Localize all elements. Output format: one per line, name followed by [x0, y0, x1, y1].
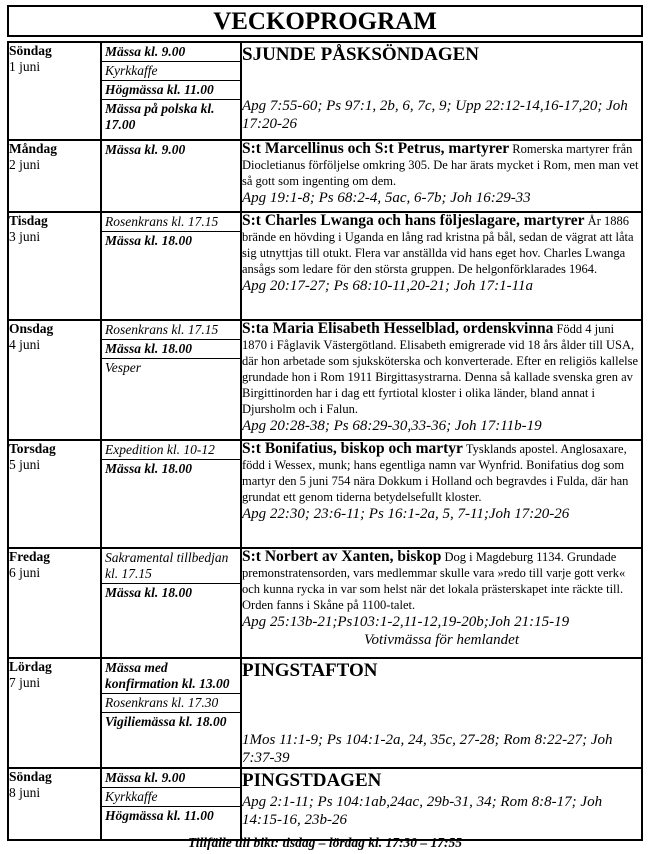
- readings: Apg 20:28-38; Ps 68:29-30,33-36; Joh 17:11b-19: [242, 418, 542, 434]
- feast-cell: [241, 140, 642, 212]
- services-cell: [101, 320, 241, 440]
- service-item: Kyrkkaffe: [102, 788, 240, 807]
- day-cell: [8, 548, 101, 658]
- service-item: Rosenkrans kl. 17.30: [102, 694, 240, 713]
- day-name: Måndag: [9, 141, 58, 156]
- day-name: Torsdag: [9, 441, 56, 456]
- service-item: Sakramental tillbedjan kl. 17.15: [102, 549, 240, 584]
- services-cell: [101, 212, 241, 320]
- confession-note: Tillfälle till bikt: tisdag – lördag kl. 17:30 – 17:55: [188, 835, 462, 850]
- service-item: Mässa på polska kl. 17.00: [105, 101, 215, 132]
- day-name: Söndag: [9, 43, 52, 58]
- day-date: 2 juni: [9, 157, 41, 172]
- feast-cell: [241, 212, 642, 320]
- day-date: 6 juni: [9, 565, 41, 580]
- day-cell: [8, 320, 101, 440]
- day-date: 8 juni: [9, 785, 41, 800]
- day-row: [8, 140, 642, 212]
- day-row: [8, 548, 642, 658]
- services-cell: [101, 440, 241, 548]
- service-item: Mässa kl. 18.00: [105, 461, 193, 476]
- day-date: 4 juni: [9, 337, 41, 352]
- readings: Apg 7:55-60; Ps 97:1, 2b, 6, 7c, 9; Upp 22:12-14,16-17,20; Joh 17:20-26: [242, 98, 628, 132]
- service-item: Vesper: [105, 360, 141, 375]
- feast-name: S:t Bonifatius, biskop och martyr: [242, 440, 463, 457]
- day-row: [8, 768, 642, 840]
- feast-cell: [241, 548, 642, 658]
- feast-cell: [241, 768, 642, 840]
- feast-description: Romerska martyrer från Diocletianus förföljelse omkring 305. De har ärats mycket i Rom, men man vet så gott som ingenting om dem.: [242, 142, 639, 188]
- service-item: Högmässa kl. 11.00: [105, 808, 214, 823]
- day-cell: [8, 42, 101, 140]
- feast-name: SJUNDE PÅSKSÖNDAGEN: [242, 44, 480, 65]
- services-cell: [101, 140, 241, 212]
- readings: 1Mos 11:1-9; Ps 104:1-2a, 24, 35c, 27-28; Rom 8:22-27; Joh 7:37-39: [242, 732, 613, 766]
- services-cell: [101, 768, 241, 840]
- service-item: Rosenkrans kl. 17.15: [102, 213, 240, 232]
- day-cell: [8, 768, 101, 840]
- feast-cell: [241, 440, 642, 548]
- feast-cell: [241, 42, 642, 140]
- page-title: VECKOPROGRAM: [7, 5, 643, 37]
- feast-description: Dog i Magdeburg 1134. Grundade premonstratensorden, vars medlemmar skulle vara »redo till varje gott verk« och kunna rycka in var som helst när det lokala prästerskapet inte räckte till. Orden fanns i Skåne på 1100-talet.: [242, 550, 626, 612]
- service-item: Rosenkrans kl. 17.15: [102, 321, 240, 340]
- services-cell: [101, 548, 241, 658]
- day-row: [8, 440, 642, 548]
- week-program-table: [7, 41, 643, 841]
- feast-name: S:t Charles Lwanga och hans följeslagare, martyrer: [242, 212, 585, 229]
- service-item: Mässa med konfirmation kl. 13.00: [102, 659, 240, 694]
- day-row: [8, 320, 642, 440]
- service-item: Mässa kl. 18.00: [105, 585, 193, 600]
- feast-name: PINGSTAFTON: [242, 660, 378, 681]
- feast-name: S:ta Maria Elisabeth Hesselblad, ordenskvinna: [242, 320, 554, 337]
- day-date: 1 juni: [9, 59, 41, 74]
- day-cell: [8, 212, 101, 320]
- feast-cell: [241, 320, 642, 440]
- feast-description: Tysklands apostel. Anglosaxare, född i Wessex, munk; hans egentliga namn var Wynfrid. Bonifatius dog som martyr den 5 juni 754 nära Dokkum i Holland och begravdes i Fulda, där han grundat ett genom tiderna betydelsefullt kloster.: [242, 442, 629, 504]
- service-item: Mässa kl. 18.00: [105, 233, 193, 248]
- services-cell: [101, 42, 241, 140]
- day-name: Tisdag: [9, 213, 48, 228]
- readings: Apg 20:17-27; Ps 68:10-11,20-21; Joh 17:1-11a: [242, 278, 534, 294]
- day-row: [8, 42, 642, 140]
- service-item: Mässa kl. 9.00: [105, 142, 186, 157]
- feast-description: Född 4 juni 1870 i Fåglavik Västergötland. Elisabeth emigrerade vid 18 års ålder till USA, där hon arbetade som sjuksköterska och konverterade. Efter en religiös kallelse grundade hon i Rom 1911 Birgittasystrarna. Denna så kallade svenska gren av Birgittinorden har i dag ett fyrtiotal kloster i olika länder, bland annat i Djursholm och i Falun.: [242, 322, 639, 416]
- day-name: Söndag: [9, 769, 52, 784]
- service-item: Kyrkkaffe: [102, 62, 240, 81]
- day-name: Fredag: [9, 549, 50, 564]
- day-name: Onsdag: [9, 321, 54, 336]
- readings: Apg 2:1-11; Ps 104:1ab,24ac, 29b-31, 34; Rom 8:8-17; Joh 14:15-16, 23b-26: [242, 794, 603, 828]
- day-cell: [8, 658, 101, 768]
- day-cell: [8, 140, 101, 212]
- day-date: 7 juni: [9, 675, 41, 690]
- day-name: Lördag: [9, 659, 52, 674]
- feast-name: S:t Norbert av Xanten, biskop: [242, 548, 442, 565]
- service-item: Mässa kl. 9.00: [102, 43, 240, 62]
- day-row: [8, 658, 642, 768]
- feast-name: S:t Marcellinus och S:t Petrus, martyrer: [242, 140, 510, 157]
- service-item: Vigiliemässa kl. 18.00: [105, 714, 227, 729]
- feast-cell: [241, 658, 642, 768]
- day-row: [8, 212, 642, 320]
- readings: Apg 22:30; 23:6-11; Ps 16:1-2a, 5, 7-11;Joh 17:20-26: [242, 506, 570, 522]
- readings: Apg 25:13b-21;Ps103:1-2,11-12,19-20b;Joh 21:15-19: [242, 614, 570, 630]
- service-item: Expedition kl. 10-12: [102, 441, 240, 460]
- day-cell: [8, 440, 101, 548]
- service-item: Mässa kl. 9.00: [102, 769, 240, 788]
- services-cell: [101, 658, 241, 768]
- feast-description: År 1886 brände en hövding i Uganda en lång rad kristna på bål, sedan de vägrat att låta sig utnyttjas till otukt. Flera var anställda vid hans eget hov. Charles Lwanga ansågs som ledare för den största gruppen. De helgonförklarades 1964.: [242, 214, 634, 276]
- feast-name: PINGSTDAGEN: [242, 770, 382, 791]
- service-item: Högmässa kl. 11.00: [102, 81, 240, 100]
- votive-mass: Votivmässa för hemlandet: [364, 632, 519, 648]
- readings: Apg 19:1-8; Ps 68:2-4, 5ac, 6-7b; Joh 16:29-33: [242, 190, 531, 206]
- day-date: 3 juni: [9, 229, 41, 244]
- day-date: 5 juni: [9, 457, 41, 472]
- service-item: Mässa kl. 18.00: [102, 340, 240, 359]
